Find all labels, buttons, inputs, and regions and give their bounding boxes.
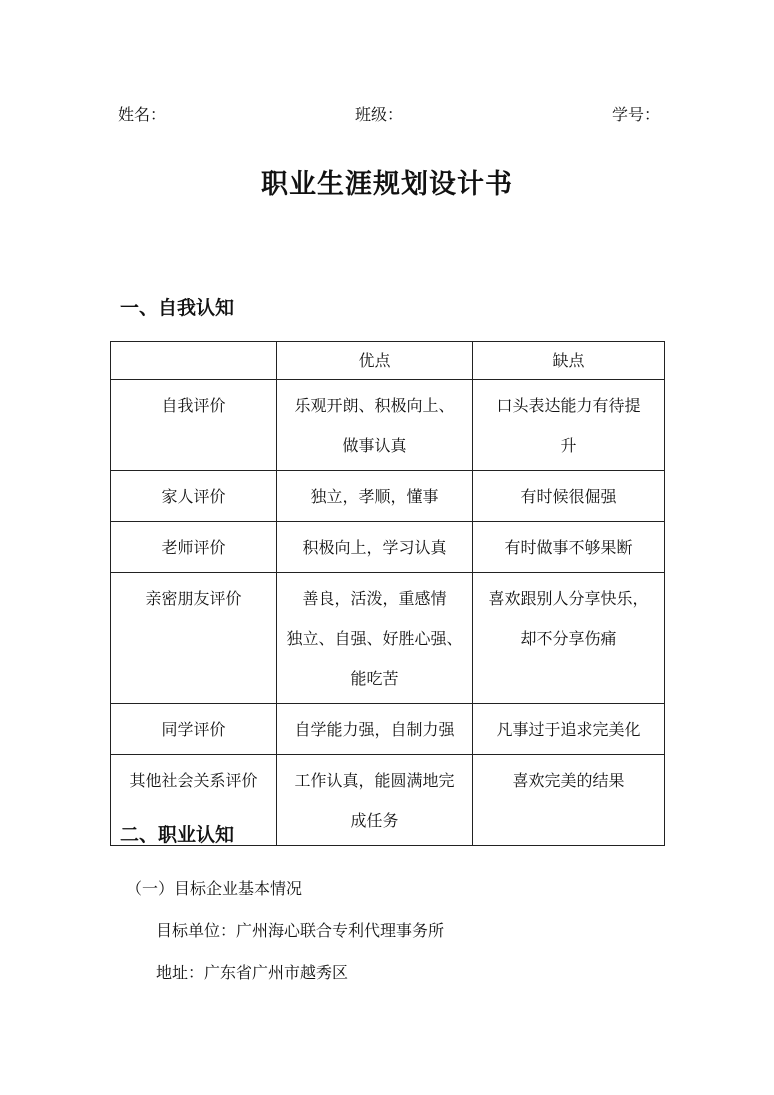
class-label: 班级：	[355, 105, 404, 124]
cons-cell	[473, 755, 665, 846]
table-row	[111, 704, 665, 755]
cell-line: 有时做事不够果断	[504, 538, 633, 557]
table-row	[111, 522, 665, 573]
address-text: 地址：广东省广州市越秀区	[156, 963, 349, 982]
cell-line: 独立、自强、好胜心强、	[286, 629, 463, 648]
cell-line: 有时候很倔强	[520, 487, 617, 506]
table-header-cons: 缺点	[473, 342, 665, 380]
cons-cell	[473, 573, 665, 704]
pros-cell	[277, 471, 473, 522]
cell-line: 独立，孝顺，懂事	[310, 487, 439, 506]
cell-line: 喜欢跟别人分享快乐，	[488, 589, 649, 608]
cons-cell	[473, 522, 665, 573]
row-label: 老师评价	[111, 522, 277, 573]
cell-line: 凡事过于追求完美化	[496, 720, 641, 739]
pros-cell	[277, 522, 473, 573]
row-label: 同学评价	[111, 704, 277, 755]
cell-line: 工作认真，能圆满地完	[294, 771, 455, 790]
cell-line: 做事认真	[342, 436, 407, 455]
cell-line: 口头表达能力有待提	[496, 396, 641, 415]
cell-line: 成任务	[350, 811, 399, 830]
cell-line: 却不分享伤痛	[520, 629, 617, 648]
cell-line: 升	[560, 436, 577, 455]
row-label: 其他社会关系评价	[111, 755, 277, 846]
cons-cell	[473, 704, 665, 755]
self-evaluation-table	[110, 341, 665, 846]
section-heading-self-awareness: 一、自我认知	[120, 297, 235, 319]
cell-line: 自学能力强，自制力强	[294, 720, 455, 739]
table-header-empty	[111, 342, 277, 380]
row-label: 亲密朋友评价	[111, 573, 277, 704]
row-label: 家人评价	[111, 471, 277, 522]
cell-line: 喜欢完美的结果	[512, 771, 625, 790]
section-heading-career-awareness: 二、职业认知	[120, 824, 235, 846]
cons-cell	[473, 380, 665, 471]
cell-line: 乐观开朗、积极向上、	[294, 396, 455, 415]
row-label: 自我评价	[111, 380, 277, 471]
table-header-row	[111, 342, 665, 380]
page-title: 职业生涯规划设计书	[261, 169, 513, 200]
table-row	[111, 380, 665, 471]
pros-cell	[277, 573, 473, 704]
table-row	[111, 471, 665, 522]
cons-cell	[473, 471, 665, 522]
pros-cell	[277, 380, 473, 471]
pros-cell	[277, 704, 473, 755]
name-label: 姓名：	[118, 105, 167, 124]
subsection-heading: （一）目标企业基本情况	[126, 879, 303, 898]
cell-line: 积极向上，学习认真	[302, 538, 447, 557]
cell-line: 能吃苦	[350, 669, 399, 688]
cell-line: 善良，活泼，重感情	[302, 589, 447, 608]
table-row	[111, 573, 665, 704]
target-unit-text: 目标单位：广州海心联合专利代理事务所	[156, 921, 445, 940]
student-id-label: 学号：	[612, 105, 661, 124]
table-header-pros: 优点	[277, 342, 473, 380]
pros-cell	[277, 755, 473, 846]
